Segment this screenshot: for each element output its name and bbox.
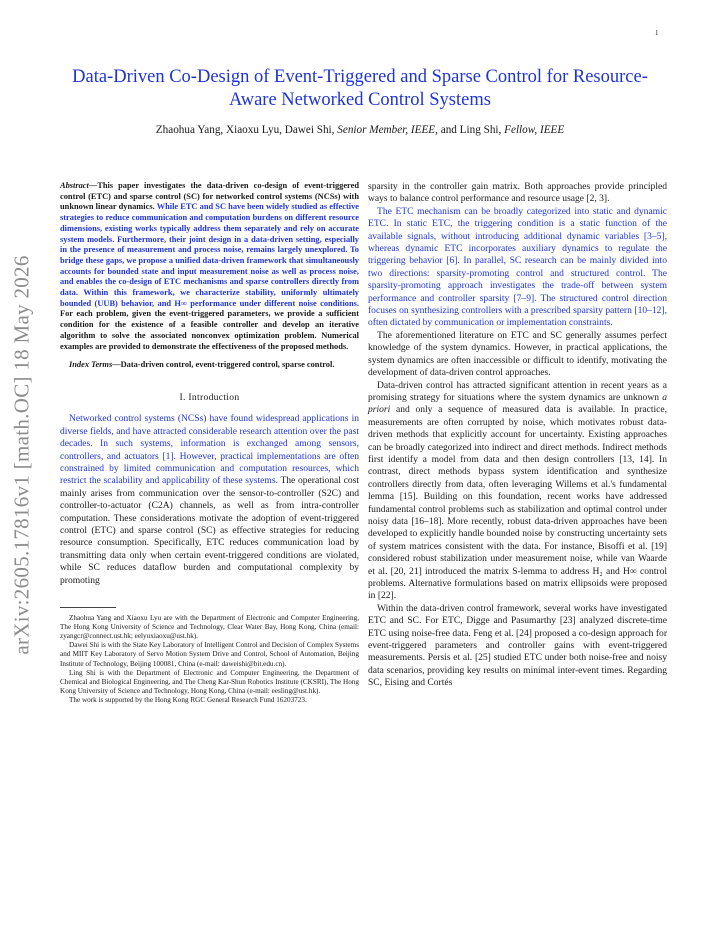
right-paragraph-2: The aforementioned literature on ETC and SC generally assumes perfect knowledge of the system dynamics. However, in practical applications, the system dynamics are often inaccessible or difficult to identify, motivating the development of data-driven control approaches. xyxy=(368,329,667,379)
abstract xyxy=(60,181,359,352)
right-p3-a: Data-driven control has attracted significant attention in recent years as a promising strategy for situations where the system dynamics are unknown xyxy=(368,379,667,403)
left-column xyxy=(60,181,359,705)
intro-p1-blue: Networked control systems (NCSs) have found widespread applications in diverse fields, and have attracted considerable research attention over the past decades. In such systems, information is exchanged among sensors, controllers, and actuators [1]. However, practical implementations are often constrained by limited communication and computation resources, which restrict the scalability and applicability of these systems. xyxy=(60,413,359,487)
author-names-a: Zhaohua Yang, Xiaoxu Lyu, Dawei Shi, xyxy=(155,124,338,136)
page-number: 1 xyxy=(655,29,659,37)
abstract-part1: —This paper investigates the data-driven co-design of event-triggered control (ETC) and sparse control (SC) for networked control systems (NCSs) with unknown linear dynamics. xyxy=(60,181,359,212)
right-paragraph-3 xyxy=(368,380,667,603)
intro-paragraph xyxy=(60,413,359,587)
right-paragraph-0: sparsity in the controller gain matrix. Both approaches provide principled ways to balance control performance and resource usage [2, 3]. xyxy=(368,181,667,205)
intro-p1-black: The operational cost mainly arises from communication over the sensor-to-controller (S2C) and controller-to-actuator (C2A) channels, as well as from intra-controller computation. These considerations motivate the adoption of event-triggered control (ETC) and sparse control (SC) as effective strategies for reducing resource consumption. Specifically, ETC reduces communication load by transmitting data only when certain event-triggered conditions are violated, while SC reduces dataflow burden and computational complexity by promoting xyxy=(60,475,359,586)
right-paragraph-1: The ETC mechanism can be broadly categorized into static and dynamic ETC. In static ETC, the triggering condition is a static function of the available signals, without introducing additional dynamic variables [3–5], whereas dynamic ETC incorporates auxiliary dynamics to regulate the triggering behavior [6]. In parallel, SC research can be mainly divided into two directions: sparsity-promoting control and structured control. The sparsity-promoting approach investigates the trade-off between system performance and controller sparsity [7–9]. The structured control direction focuses on synthesizing controllers with a prescribed sparsity pattern [10–12], often dictated by communication or implementation constraints. xyxy=(368,205,667,329)
abstract-label: Abstract xyxy=(60,181,89,190)
arxiv-id: arXiv:2605.17816v1 [math.OC] 18 May 2026 xyxy=(9,255,34,655)
abstract-part3: For each problem, given the event-triggered parameters, we provide a sufficient condition for the existence of a feasible controller and develop an iterative algorithm to solve the associated nonconvex optimization problem. Numerical examples are provided to demonstrate the effectiveness of the proposed methods. xyxy=(60,309,359,351)
author-role-b: Fellow, IEEE xyxy=(504,124,565,136)
footnote-authors-1: Zhaohua Yang and Xiaoxu Lyu are with the Department of Electronic and Computer Engineering, The Hong Kong University of Science and Technology, Clear Water Bay, Hong Kong, China (email: zyangcr@connect.ust.hk; eelyuxiaoxu@ust.hk). xyxy=(60,614,359,641)
right-column xyxy=(368,181,667,690)
index-terms-text: —Data-driven control, event-triggered control, sparse control. xyxy=(112,360,335,370)
arxiv-stamp xyxy=(1,245,43,665)
footnote-authors-3: Ling Shi is with the Department of Electronic and Computer Engineering, the Department of Chemical and Biological Engineering, and The Cheng Kar-Shun Robotics Institute (CKSRI), The Hong Kong University of Science and Technology, Hong Kong, China (e-mail: eesling@ust.hk). xyxy=(60,668,359,695)
footnote-authors-2: Dawei Shi is with the State Key Laboratory of Intelligent Control and Decision of Complex Systems and MIIT Key Laboratory of Servo Motion System Drive and Control, School of Automation, Beijing Institute of Technology, Beijing 100081, China (e-mail: daweishi@bit.edu.cn). xyxy=(60,641,359,668)
footnote-funding: The work is supported by the Hong Kong RGC General Research Fund 16203723. xyxy=(69,695,307,704)
section-heading: I. Introduction xyxy=(179,391,240,403)
abstract-part2: While ETC and SC have been widely studied as effective strategies to reduce communication and computation burdens on different resource dimensions, existing works typically address them separately and rely on accurate system models. Furthermore, their joint design in a data-driven setting, especially in the presence of measurement and process noise, remains largely unexplored. To bridge these gaps, we propose a unified data-driven framework that simultaneously accounts for bounded state and input measurement noise as well as process noise, and enables the co-design of ETC mechanisms and sparse controllers directly from data. Within this framework, we characterize stability, uniformly ultimately bounded (UUB) behavior, and H∞ performance under different noise conditions. xyxy=(60,202,359,308)
footnote-rule xyxy=(60,607,116,608)
right-p3-italic: a priori xyxy=(368,391,667,416)
right-p3-b: and only a sequence of measured data is available. In practice, measurements are often corrupted by noise, which motivates robust data-driven methods that explicitly account for uncertainty. Existing approaches can be broadly categorized into indirect and direct methods. Indirect methods first identify a model from data and then design controllers [13, 14]. In contrast, direct methods bypass system identification and synthesize controllers directly from data, often leveraging Willems et al.'s fundamental lemma [15]. Building on this foundation, recent works have addressed fundamental control problems such as stabilization and optimal control under noisy data [16–18]. More recently, robust data-driven approaches have been developed to explicitly handle bounded noise by constructing uncertainty sets of system matrices consistent with the data. For instance, Bisoffi et al. [19] considered robust stabilization under measurement noise, while van Waarde et al. [20, 21] introduced the matrix S-lemma to address H₂ and H∞ control problems. Alternative formulations based on matrix ellipsoids were proposed in [22]. xyxy=(368,404,667,602)
paper-title: Data-Driven Co-Design of Event-Triggered and Sparse Control for Resource-Aware Networked Control Systems xyxy=(72,67,648,110)
index-terms-label: Index Terms xyxy=(69,360,113,370)
author-names-b: , and Ling Shi, xyxy=(435,124,505,136)
right-paragraph-4: Within the data-driven control framework, several works have investigated ETC and SC. For ETC, Digge and Pasumarthy [23] analyzed discrete-time ETC using noise-free data. Feng et al. [24] proposed a co-design approach for event-triggered parameters and controller gains with event-triggered measurements. Persis et al. [25] studied ETC under both noise-free and noisy data scenarios, providing key results on minimal inter-event times. Regarding SC, Eising and Cortés xyxy=(368,602,667,689)
author-line xyxy=(60,124,660,136)
index-terms xyxy=(60,360,359,371)
author-role-a: Senior Member, IEEE xyxy=(337,124,436,136)
